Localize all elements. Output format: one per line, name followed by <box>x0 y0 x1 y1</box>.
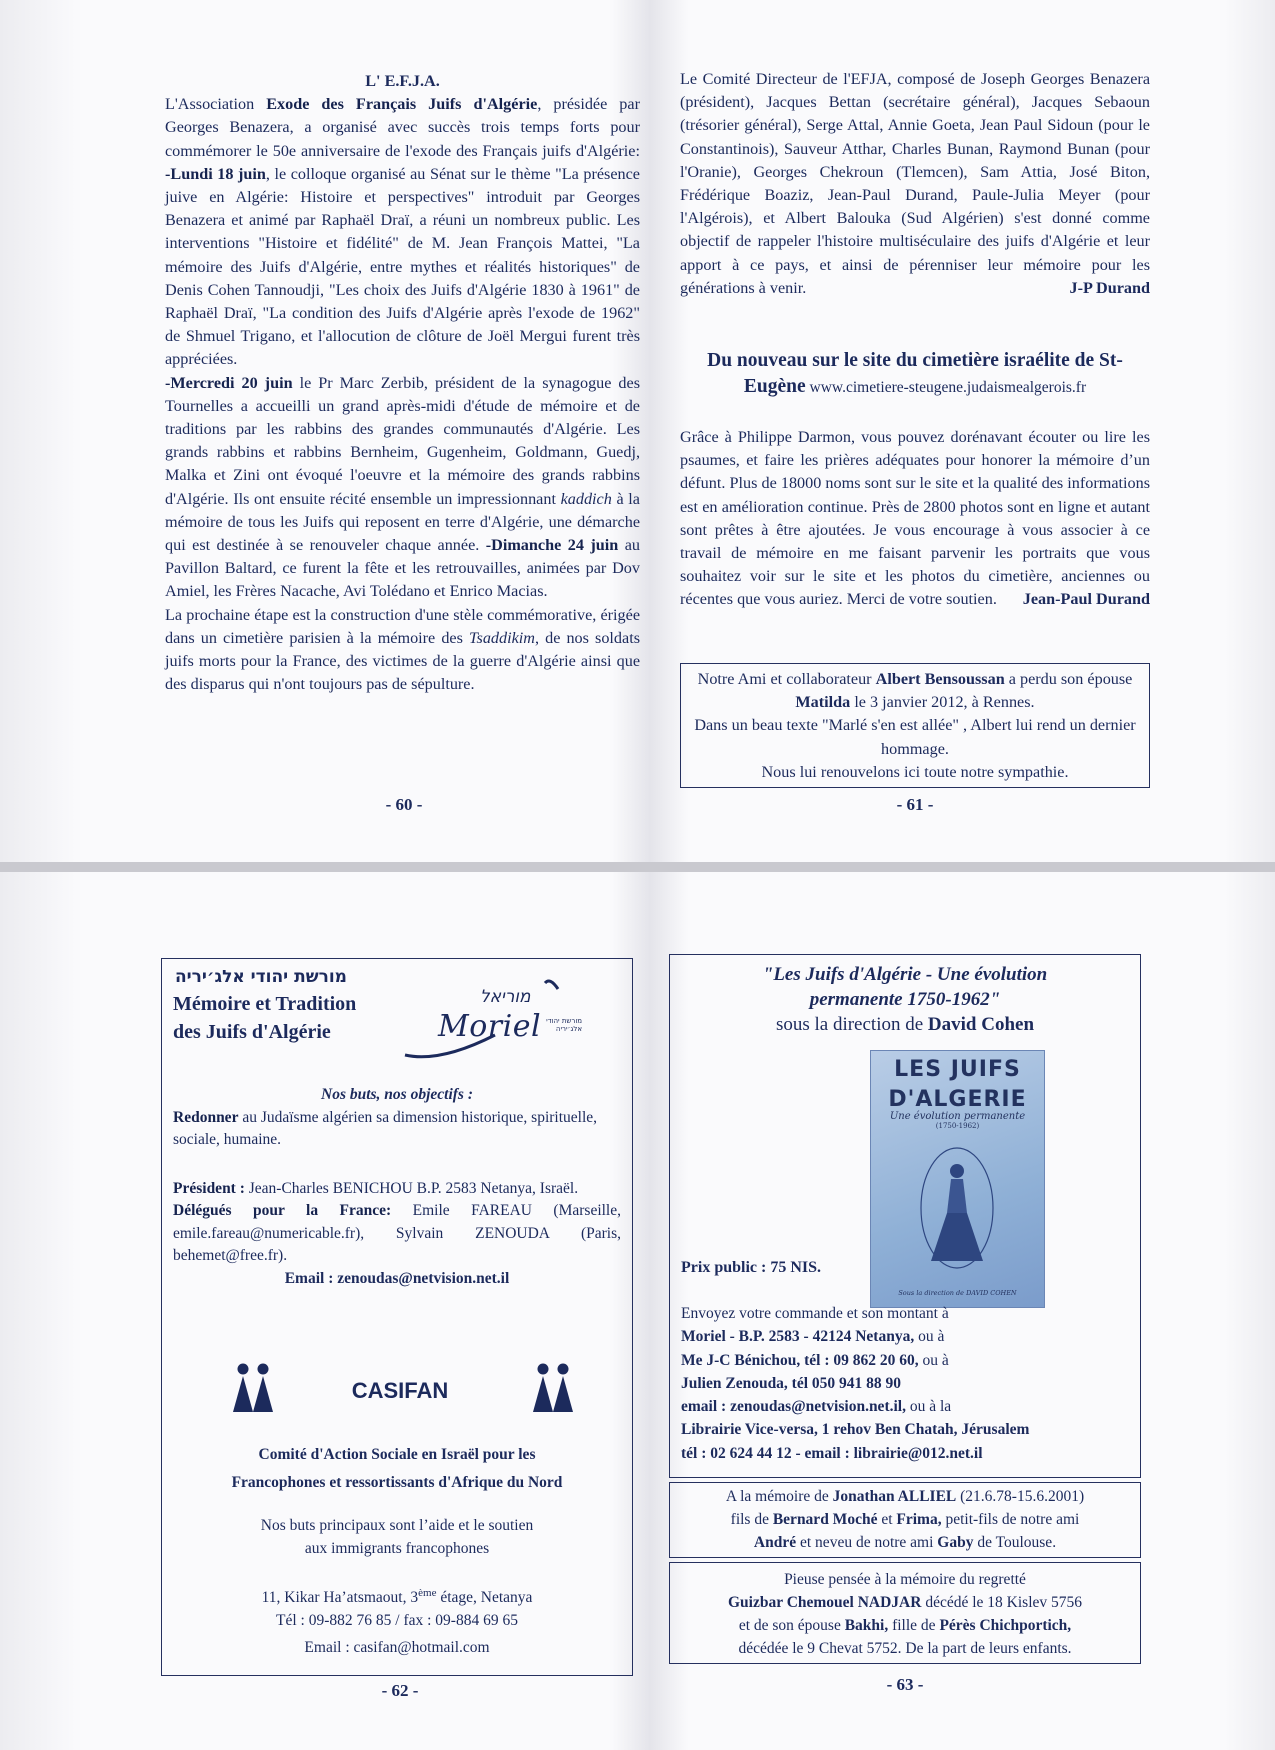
cover-title-1: LES JUIFS <box>894 1057 1021 1082</box>
efja-paragraph-2: -Mercredi 20 juin le Pr Marc Zerbib, président de la synagogue des Tournelles a accueilli un grand après-midi d'étude de mémoire et de traditions par les rabbins des grandes communautés d'Algérie. Les grands rabbins et rabbins Bernheim, Gugenheim, Goldmann, Guedj, Malka et Zini ont évoqué l'oeuvre et la mémoire des grands rabbins d'Algérie. Ils ont ensuite récité ensemble un impressionnant kaddich à la mémoire de tous les Juifs qui reposent en terre d'Algérie, une démarche qui est destinée à se renouveler chaque année. -Dimanche 24 juin au Pavillon Baltard, ce furent la fête et les retrouvailles, animées par Dov Amiel, les Frères Nacache, Avi Tolédano et Enrico Macias. <box>165 373 641 601</box>
casifan-title: CASIFAN <box>351 1378 449 1403</box>
delegates-text: Délégués pour la France: Emile FAREAU (Marseille, emile.fareau@numericable.fr), Sylvain ZENOUDA (Paris, behemet@free.fr). <box>173 1202 621 1264</box>
moriel-logo-word: Moriel <box>438 1009 542 1044</box>
page-number-60: - 60 - <box>385 795 423 814</box>
page-60-text <box>165 70 640 696</box>
page-number-63: - 63 - <box>886 1675 924 1694</box>
hebrew-title: מורשת יהודי אלג׳יריה <box>175 967 347 987</box>
moriel-logo-hebrew: מוריאל <box>480 987 531 1007</box>
efja-title: L' E.F.J.A. <box>365 72 440 90</box>
moriel-logo <box>400 975 600 1065</box>
page-number-62: - 62 - <box>381 1681 419 1700</box>
moriel-info <box>173 1084 621 1290</box>
goals-text: Redonner au Judaïsme algérien sa dimension historique, spirituelle, sociale, humaine. <box>173 1108 598 1148</box>
cover-footer: Sous la direction de DAVID COHEN <box>898 1289 1017 1297</box>
cemetery-text: Grâce à Philippe Darmon, vous pouvez dorénavant écouter ou lire les psaumes, et faire les prières adéquates pour honorer la mémoire d’un défunt. Plus de 18000 noms sont sur le site et la qualité des informations est en amélioration continue. Près de 2800 photos sont en ligne et autant sont prêtes à être ajoutées. Je vous encourage à vous associer à ce travail de mémoire en me faisant parvenir les portraits que vous souhaitez voir sur le site et les photos du cimetière, anciennes ou récentes que vous auriez. Merci de votre soutien. Jean-Paul Durand <box>680 426 1150 612</box>
memoire-title-1: Mémoire et Tradition <box>173 993 357 1015</box>
order-info: Envoyez votre commande et son montant à Moriel - B.P. 2583 - 42124 Netanya, ou à Me J-C Bénichou, tél : 09 862 20 60, ou à Julien Zenouda, tél 050 941 88 90 email : zenoudas@netvision.net.il, ou à la Librairie Vice-versa, 1 rehov Ben Chatah, Jérusalem tél : 02 624 44 12 - email : librairie@012.net.il <box>681 1305 1030 1462</box>
moriel-logo-small: מורשת יהודי אלג׳יריה <box>546 1017 582 1033</box>
people-icon-left <box>230 1362 276 1414</box>
book-cover <box>870 1050 1045 1308</box>
signature-jp-durand: J-P Durand <box>1069 278 1150 297</box>
casifan-email: Email : casifan@hotmail.com <box>304 1639 490 1657</box>
president-text: Président : Jean-Charles BENICHOU B.P. 2583 Netanya, Israël. <box>173 1179 579 1197</box>
signature-jean-paul-durand: Jean-Paul Durand <box>1022 590 1150 609</box>
book-price: Prix public : 75 NIS. <box>681 1259 822 1276</box>
cover-title-2: D'ALGERIE <box>888 1087 1027 1112</box>
cover-subtitle: Une évolution permanente <box>889 1111 1026 1122</box>
spread-divider <box>0 862 1275 872</box>
moriel-email: Email : zenoudas@netvision.net.il <box>284 1269 510 1287</box>
efja-paragraph-1: L'Association Exode des Français Juifs d'Algérie, présidée par Georges Benazera, a organisé avec succès trois temps forts pour commémorer le 50e anniversaire de l'exode des Français juifs d'Algérie: -Lundi 18 juin, le colloque organisé au Sénat sur le thème "La présence juive en Algérie: Histoire et perspectives" introduit par Georges Benazera et animé par Raphaël Draï, a réuni un nombreux public. Les interventions "Histoire et fidélité" de M. Jean François Mattei, "La mémoire des Juifs d'Algérie, entre mythes et réalités historiques" de Denis Cohen Tannoudji, "Les choix des Juifs d'Algérie 1830 à 1961" de Raphaël Draï, "La condition des Juifs d'Algérie après l'exode de 1962" de Shmuel Trigano, et l'allocution de clôture de Joël Mergui furent très appréciées. <box>165 95 640 369</box>
page-number-61: - 61 - <box>896 795 934 814</box>
cemetery-url: www.cimetiere-steugene.judaismealgerois.fr <box>805 379 1087 396</box>
goals-heading: Nos buts, nos objectifs : <box>321 1086 473 1103</box>
casifan-address: 11, Kikar Ha’atsmaout, 3ème étage, Netanya <box>261 1587 533 1607</box>
memoire-title-2: des Juifs d'Algérie <box>173 1021 331 1043</box>
condolence-box: Notre Ami et collaborateur Albert Bensoussan a perdu son épouse Matilda le 3 janvier 2012, à Rennes. Dans un beau texte "Marlé s'en est allée" , Albert lui rend un dernier hommage. Nous lui renouvelons ici toute notre sympathie. <box>680 663 1150 788</box>
memorial-alliel-box: A la mémoire de Jonathan ALLIEL (21.6.78-15.6.2001) fils de Bernard Moché et Frima, petit-fils de notre ami André et neveu de notre ami Gaby de Toulouse. <box>669 1482 1141 1558</box>
casifan-phone: Tél : 09-882 76 85 / fax : 09-884 69 65 <box>276 1612 518 1630</box>
book-title: "Les Juifs d'Algérie - Une évolution permanente 1750-1962" sous la direction de David Cohen <box>762 964 1048 1035</box>
efja-paragraph-3: La prochaine étape est la construction d'une stèle commémorative, érigée dans un cimetière parisien à la mémoire des Tsaddikim, de nos soldats juifs morts pour la France, des victimes de la guerre d'Algérie ainsi que des disparus qui n'ont toujours pas de sépulture. <box>165 605 641 694</box>
casifan-info: Comité d'Action Sociale en Israël pour les Francophones et ressortissants d'Afrique du Nord Nos buts principaux sont l’aide et le soutien aux immigrants francophones 11, Kikar Ha’atsmaout, 3ème étage, Netanya Tél : 09-882 76 85 / fax : 09-884 69 65 Email : casifan@hotmail.com <box>161 1443 633 1659</box>
comite-paragraph: Le Comité Directeur de l'EFJA, composé de Joseph Georges Benazera (président), Jacques Bettan (secrétaire général), Jacques Sebaoun (trésorier général), Serge Attal, Annie Goeta, Jean Paul Sidoun (pour le Constantinois), Sauveur Atthar, Charles Bunan, Raymond Bunan (pour l'Oranie), Georges Chekroun (Tlemcen), Sam Attia, José Biton, Frédérique Boaziz, Jean-Paul Durand, Paule-Julia Meyer (pour l'Algérois), et Albert Balouka (Sud Algérien) s'est donné comme objectif de rappeler l'histoire multiséculaire des juifs d'Algérie et leur apport à ce pays, et ainsi de pérenniser leur mémoire pour les générations à venir. J-P Durand <box>680 68 1150 300</box>
cemetery-heading: Du nouveau sur le site du cimetière israélite de St-Eugène www.cimetiere-steugene.judaismealgerois.fr <box>707 350 1123 397</box>
memorial-nadjar-box: Pieuse pensée à la mémoire du regretté Guizbar Chemouel NADJAR décédé le 18 Kislev 5756 et de son épouse Bakhi, fille de Pérès Chichportich, décédée le 9 Chevat 5752. De la part de leurs enfants. <box>669 1562 1141 1664</box>
cover-woman-illustration <box>917 1143 997 1273</box>
cover-years: (1750-1962) <box>935 1122 980 1130</box>
page-61-text <box>680 68 1150 300</box>
people-icon-right <box>530 1362 576 1414</box>
